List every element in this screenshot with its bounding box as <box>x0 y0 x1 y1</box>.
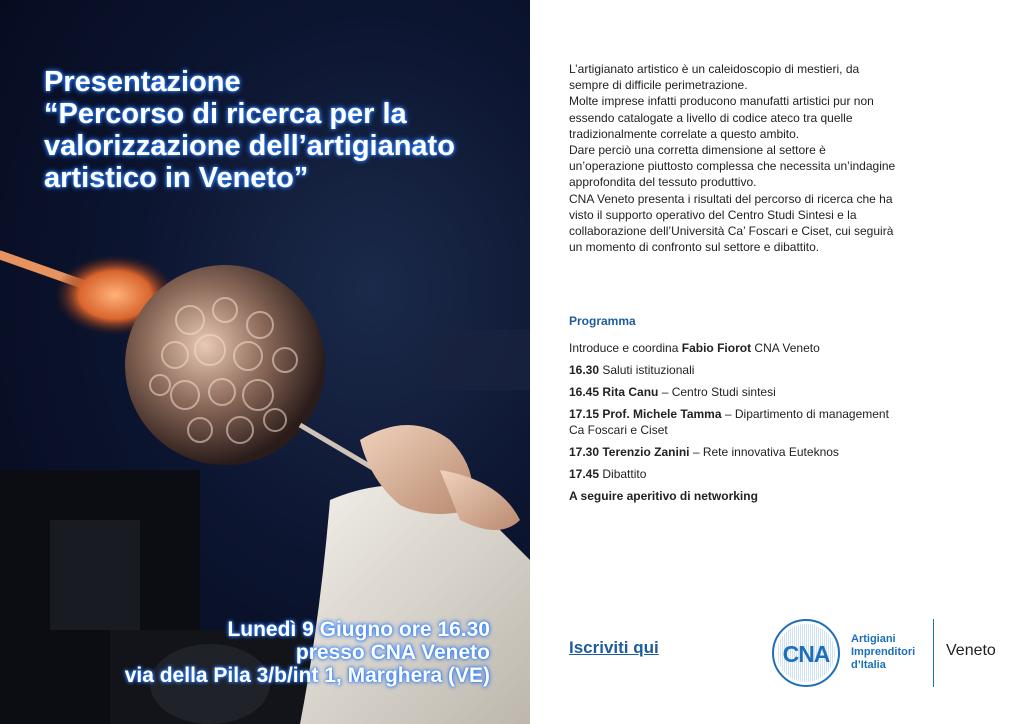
logo-word: Artigiani <box>851 633 896 645</box>
event-date: Lunedì 9 Giugno ore 16.30 <box>227 618 490 641</box>
logo-word: Imprenditori <box>851 646 916 658</box>
program-list <box>569 340 899 510</box>
headline-line: valorizzazione dell’artigianato <box>44 130 455 162</box>
program-item: 16.30 Saluti istituzionali <box>569 363 695 377</box>
event-details <box>125 618 490 687</box>
headline-line: Presentazione <box>44 66 241 98</box>
program-item: 17.30 Terenzio Zanini – Rete innovativa Euteknos <box>569 445 839 459</box>
logo-region: Veneto <box>946 642 996 659</box>
register-link[interactable]: Iscriviti qui <box>569 638 659 657</box>
intro-paragraph: CNA Veneto presenta i risultati del percorso di ricerca che ha visto il supporto operativo del Centro Studi Sintesi e la collaborazione dell’Università Ca’ Foscari e Ciset, cui seguirà un momento di confronto sul settore e dibattito. <box>569 191 894 255</box>
intro-paragraph: Dare perciò una corretta dimensione al settore è un’operazione piuttosto complessa che necessita un’indagine approfondita del tessuto produttivo. <box>569 143 896 190</box>
program-item: A seguire aperitivo di networking <box>569 489 758 503</box>
intro-text <box>569 61 899 255</box>
program-item: 16.45 Rita Canu – Centro Studi sintesi <box>569 385 776 399</box>
program-item: Introduce e coordina Fabio Fiorot CNA Veneto <box>569 341 820 355</box>
program-item: 17.45 Dibattito <box>569 467 647 481</box>
cna-logo-icon <box>772 619 840 687</box>
event-address: via della Pila 3/b/int 1, Marghera (VE) <box>124 664 490 687</box>
logo-word: d’Italia <box>851 659 886 671</box>
event-venue: presso CNA Veneto <box>295 641 490 664</box>
intro-paragraph: L’artigianato artistico è un caleidoscopio di mestieri, da sempre di difficile perimetrazione. <box>569 62 860 93</box>
headline-line: artistico in Veneto” <box>44 162 309 194</box>
logo-divider <box>933 619 934 687</box>
program-title: Programma <box>569 314 636 328</box>
headline-line: “Percorso di ricerca per la <box>44 98 407 130</box>
program-item: 17.15 Prof. Michele Tamma – Dipartimento di management Ca Foscari e Ciset <box>569 407 889 437</box>
logo-acronym: CNA <box>782 641 830 667</box>
event-headline <box>44 66 514 194</box>
intro-paragraph: Molte imprese infatti producono manufatti artistici pur non essendo catalogate a livello di codice ateco tra quelle tradizionalmente correlate a questo ambito. <box>569 94 874 141</box>
logo-tagline <box>851 633 915 672</box>
